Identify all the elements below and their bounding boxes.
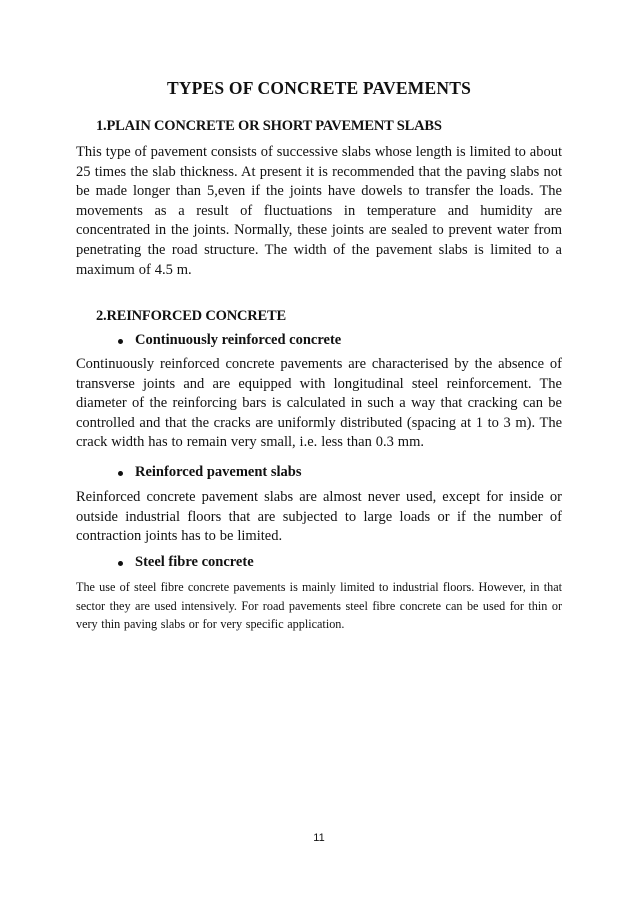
paragraph-steel-fibre: The use of steel fibre concrete pavements is mainly limited to industrial floors. However, in that sector they are used intensively. For road pavements steel fibre concrete can be used for thin or very thin paving slabs or for very specific application. [76,580,562,632]
bullet-label: Steel fibre concrete [135,554,254,570]
bullet-continuously-reinforced [118,332,342,349]
page-number: 11 [313,832,325,844]
paragraph-plain-concrete: This type of pavement consists of successive slabs whose length is limited to about 25 times the slab thickness. At present it is recommended that the paving slabs not be made longer than 5,even if the joints have dowels to transfer the loads. The movements as a result of fluctuations in temperature and humidity are concentrated in the joints. Normally, these joints are sealed to prevent water from penetrating the road structure. The width of the pavement slabs is limited to a maximum of 4.5 m. [76,144,562,278]
bullet-label: Reinforced pavement slabs [135,464,302,480]
bullet-dot-icon [118,561,123,566]
bullet-reinforced-slabs [118,464,302,481]
bullet-steel-fibre [118,554,254,571]
bullet-dot-icon [118,471,123,476]
bullet-label: Continuously reinforced concrete [135,332,342,348]
paragraph-reinforced-slabs: Reinforced concrete pavement slabs are almost never used, except for inside or outside industrial floors that are subjected to large loads or if the number of contraction joints has to be limited. [76,489,562,545]
paragraph-continuously-reinforced: Continuously reinforced concrete pavements are characterised by the absence of transverse joints and are equipped with longitudinal steel reinforcement. The diameter of the reinforcing bars is calculated in such a way that cracking can be controlled and that the cracks are uniformly distributed (spacing at 1 to 3 m). The crack width has to remain very small, i.e. less than 0.3 mm. [76,356,562,451]
section-heading-reinforced-concrete: 2.REINFORCED CONCRETE [96,308,286,324]
page-title: TYPES OF CONCRETE PAVEMENTS [166,78,472,98]
section-heading-plain-concrete: 1.PLAIN CONCRETE OR SHORT PAVEMENT SLABS [96,118,442,134]
bullet-dot-icon [118,339,123,344]
